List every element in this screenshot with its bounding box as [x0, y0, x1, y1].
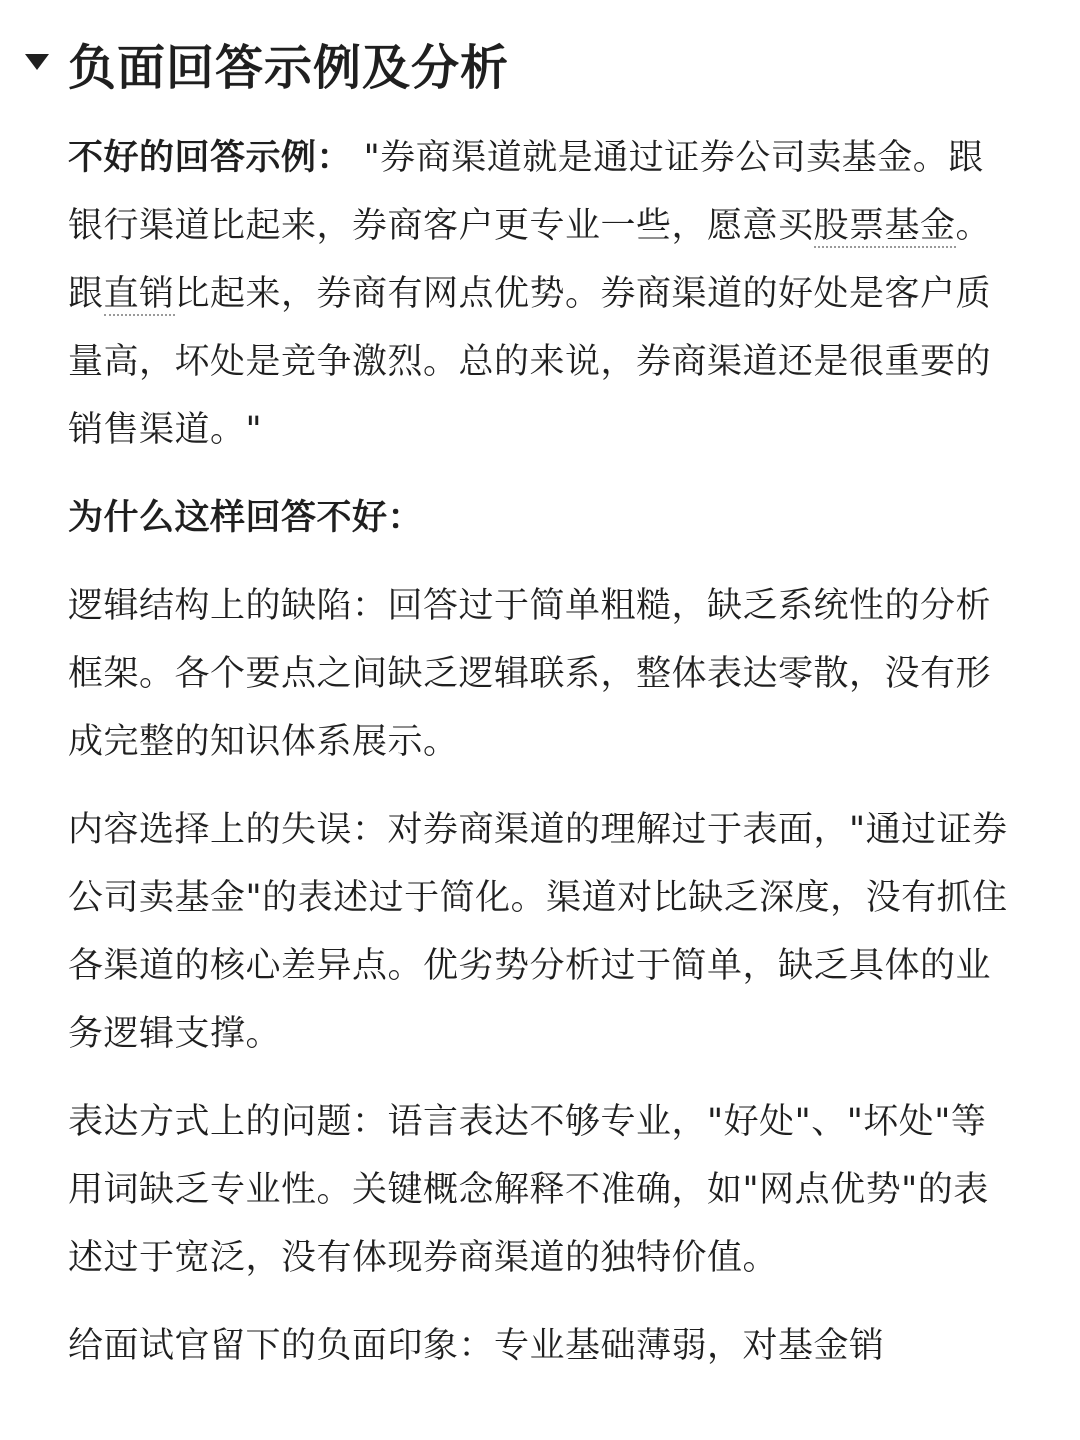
triangle-down-icon[interactable] [22, 48, 52, 78]
term-stock-fund[interactable]: 股票基金 [813, 206, 956, 246]
analysis-logic-structure: 逻辑结构上的缺陷：回答过于简单粗糙，缺乏系统性的分析框架。各个要点之间缺乏逻辑联系，整体表达零散，没有形成完整的知识体系展示。 [68, 586, 992, 762]
term-direct-sales[interactable]: 直销 [103, 274, 175, 314]
analysis-content-selection: 内容选择上的失误：对券商渠道的理解过于表面，"通过证券公司卖基金"的表述过于简化。渠道对比缺乏深度，没有抓住各渠道的核心差异点。优劣势分析过于简单，缺乏具体的业务逻辑支撑。 [68, 810, 1008, 1054]
section-content [68, 124, 1008, 1400]
example-text-part-2: 。跟 [68, 206, 992, 314]
analysis-expression: 表达方式上的问题：语言表达不够专业，"好处"、"坏处"等用词缺乏专业性。关键概念解释不准确，如"网点优势"的表述过于宽泛，没有体现券商渠道的独特价值。 [68, 1102, 989, 1278]
section-title: 负面回答示例及分析 [68, 39, 510, 96]
example-text-part-3: 比起来，券商有网点优势。券商渠道的好处是客户质量高，坏处是竞争激烈。总的来说，券商渠道还是很重要的销售渠道。" [68, 274, 992, 450]
example-text-part-1: "券商渠道就是通过证券公司卖基金。跟银行渠道比起来，券商客户更专业一些，愿意买 [68, 138, 984, 246]
analysis-negative-impression: 给面试官留下的负面印象：专业基础薄弱，对基金销 [68, 1326, 885, 1366]
section-header[interactable] [22, 28, 509, 98]
bad-answer-example [68, 124, 1008, 464]
example-label: 不好的回答示例： [68, 138, 353, 178]
why-bad-heading: 为什么这样回答不好： [68, 498, 424, 538]
